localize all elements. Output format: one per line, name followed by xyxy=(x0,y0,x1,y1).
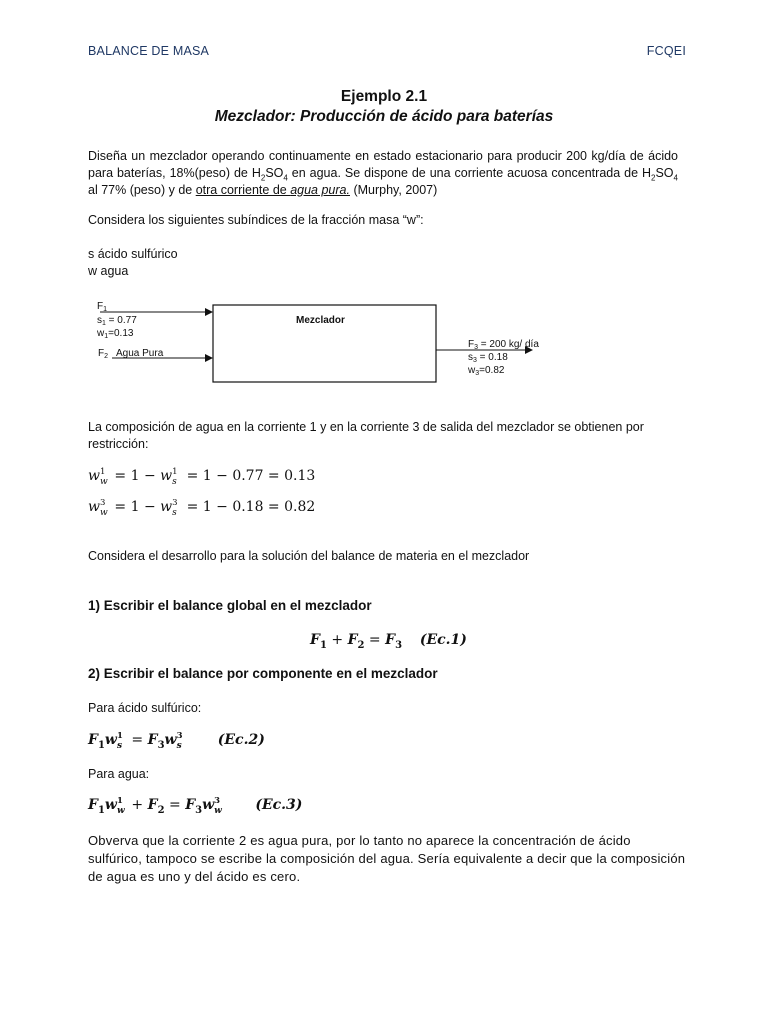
subindex-s: s ácido sulfúrico xyxy=(88,247,178,261)
f1-s-fraction: $s_1 = 0.77$ xyxy=(97,315,137,327)
equation-3: $F_1w$ 1 w + $F_2 = F_3w$ 3 w (Ec.3) xyxy=(88,796,303,816)
subindices-intro: Considera los siguientes subíndices de la fracción masa “w”: xyxy=(88,213,424,227)
header-right: FCQEI xyxy=(646,44,686,58)
water-label: Para agua: xyxy=(88,767,150,781)
f1-label: $F_1$ xyxy=(97,301,108,313)
mixer-label: Mezclador xyxy=(296,315,345,326)
f3-label: $F_3 = 200$ kg/ día xyxy=(468,339,539,351)
f3-w-fraction: $w_3=0.82$ xyxy=(468,365,505,377)
f2-agua-pura: Agua Pura xyxy=(116,348,164,359)
example-title: Ejemplo 2.1 xyxy=(340,88,428,105)
equation-w3: w 3 w = 1 − w 3 s = 1 − 0.18 = 0.82 xyxy=(88,498,316,518)
sulfuric-label: Para ácido sulfúrico: xyxy=(88,701,202,715)
equation-1: $F_1 + F_2 = F_3$ (Ec.1) xyxy=(310,632,467,651)
closing-paragraph: Obverva que la corriente 2 es agua pura, por lo tanto no aparece la concentración de ácido sulfúrico, tampoco se escribe la composición del agua. Sería equivalente a decir que la composición de agua es uno y del ácido es cero. xyxy=(88,833,686,884)
example-subtitle: Mezclador: Producción de ácido para baterías xyxy=(214,108,554,125)
equation-w1: w 1 w = 1 − w 1 s = 1 − 0.77 = 0.13 xyxy=(88,467,316,487)
equation-2: $F_1w$ 1 s = $F_3w$ 3 s (Ec.2) xyxy=(88,731,265,751)
mixer-diagram xyxy=(88,292,558,390)
f3-s-fraction: $s_3 = 0.18$ xyxy=(468,352,508,364)
subindex-w: w agua xyxy=(88,264,129,278)
restriction-text: La composición de agua en la corriente 1 y en la corriente 3 de salida del mezclador se obtienen por restricción: xyxy=(88,420,644,451)
f2-label: $F_2$ xyxy=(98,348,109,360)
header-left: BALANCE DE MASA xyxy=(88,44,210,58)
step-2-heading: 2) Escribir el balance por componente en el mezclador xyxy=(88,666,438,681)
step-1-heading: 1) Escribir el balance global en el mezclador xyxy=(88,598,372,613)
f1-w-fraction: $w_1=0.13$ xyxy=(97,328,134,340)
development-text: Considera el desarrollo para la solución del balance de materia en el mezclador xyxy=(88,549,530,563)
problem-statement: Diseña un mezclador operando continuamente en estado estacionario para producir 200 kg/día de ácido para baterías, 18%(peso) de $H_2SO_4$ en agua. Se dispone de una corriente acuosa concentrada de $H_2SO_4$ al 77% (peso) y de otra corriente de agua pura. (Murphy, 2007) xyxy=(88,149,678,197)
